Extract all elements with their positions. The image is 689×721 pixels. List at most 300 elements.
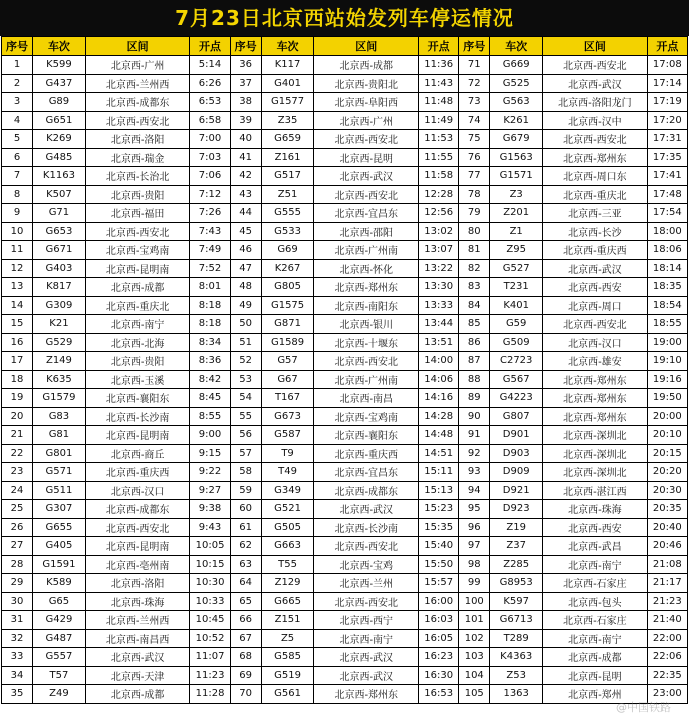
cell-train: K21	[33, 315, 86, 334]
cell-time: 11:28	[190, 685, 230, 704]
table-row	[2, 241, 688, 260]
cell-route: 北京西-西安北	[543, 130, 648, 149]
cell-train: G69	[261, 241, 314, 260]
cell-train: Z51	[261, 185, 314, 204]
cell-time: 14:51	[419, 444, 459, 463]
cell-route: 北京西-郑州	[543, 685, 648, 704]
cell-train: G653	[33, 222, 86, 241]
cell-route: 北京西-雄安	[543, 352, 648, 371]
cell-train: Z151	[261, 611, 314, 630]
cell-no: 26	[2, 518, 33, 537]
cell-time: 8:36	[190, 352, 230, 371]
column-header-route: 区间	[85, 37, 190, 56]
cell-no: 8	[2, 185, 33, 204]
cell-train: T49	[261, 463, 314, 482]
cell-time: 18:06	[647, 241, 687, 260]
cell-train: K589	[33, 574, 86, 593]
cell-route: 北京西-西安北	[85, 111, 190, 130]
cell-train: Z53	[490, 666, 543, 685]
cell-route: 北京西-南宁	[543, 555, 648, 574]
cell-train: G669	[490, 56, 543, 75]
cell-time: 6:53	[190, 93, 230, 112]
cell-time: 12:56	[419, 204, 459, 223]
cell-train: G567	[490, 370, 543, 389]
column-header-time: 开点	[419, 37, 459, 56]
cell-train: G307	[33, 500, 86, 519]
cell-no: 42	[230, 167, 261, 186]
cell-time: 11:43	[419, 74, 459, 93]
table-row	[2, 148, 688, 167]
cell-train: G83	[33, 407, 86, 426]
cell-no: 54	[230, 389, 261, 408]
cell-time: 22:00	[647, 629, 687, 648]
cell-no: 95	[459, 500, 490, 519]
cell-no: 74	[459, 111, 490, 130]
cell-train: K599	[33, 56, 86, 75]
cell-time: 20:10	[647, 426, 687, 445]
cell-route: 北京西-广州	[85, 56, 190, 75]
cell-route: 北京西-洛阳龙门	[543, 93, 648, 112]
cell-no: 29	[2, 574, 33, 593]
cell-route: 北京西-珠海	[543, 500, 648, 519]
cell-train: G571	[33, 463, 86, 482]
cell-no: 14	[2, 296, 33, 315]
table-row	[2, 648, 688, 667]
cell-train: D923	[490, 500, 543, 519]
cell-train: K4363	[490, 648, 543, 667]
cell-train: G309	[33, 296, 86, 315]
cell-train: G807	[490, 407, 543, 426]
cell-route: 北京西-重庆西	[314, 444, 419, 463]
cell-train: T167	[261, 389, 314, 408]
cell-time: 11:23	[190, 666, 230, 685]
cell-route: 北京西-贵阳北	[314, 74, 419, 93]
table-row	[2, 352, 688, 371]
cell-route: 北京西-成都	[543, 648, 648, 667]
column-header-route: 区间	[314, 37, 419, 56]
cell-time: 22:06	[647, 648, 687, 667]
cell-time: 16:00	[419, 592, 459, 611]
cell-time: 10:45	[190, 611, 230, 630]
schedule-table	[1, 36, 688, 704]
cell-time: 21:08	[647, 555, 687, 574]
cell-train: K635	[33, 370, 86, 389]
cell-train: T55	[261, 555, 314, 574]
cell-time: 7:12	[190, 185, 230, 204]
cell-train: G871	[261, 315, 314, 334]
cell-train: G8953	[490, 574, 543, 593]
cell-route: 北京西-西安北	[85, 518, 190, 537]
table-row	[2, 56, 688, 75]
cell-no: 52	[230, 352, 261, 371]
cell-train: D921	[490, 481, 543, 500]
cell-route: 北京西-兰州西	[85, 74, 190, 93]
cell-no: 50	[230, 315, 261, 334]
cell-route: 北京西-重庆西	[543, 241, 648, 260]
cell-route: 北京西-武汉	[543, 74, 648, 93]
cell-no: 60	[230, 500, 261, 519]
cell-train: T9	[261, 444, 314, 463]
cell-no: 71	[459, 56, 490, 75]
cell-time: 20:46	[647, 537, 687, 556]
cell-route: 北京西-武汉	[85, 648, 190, 667]
cell-route: 北京西-西安北	[543, 56, 648, 75]
cell-time: 15:11	[419, 463, 459, 482]
cell-train: G1577	[261, 93, 314, 112]
cell-time: 17:20	[647, 111, 687, 130]
cell-time: 17:48	[647, 185, 687, 204]
cell-route: 北京西-郑州东	[543, 407, 648, 426]
cell-train: D903	[490, 444, 543, 463]
cell-no: 40	[230, 130, 261, 149]
cell-route: 北京西-西安北	[85, 222, 190, 241]
cell-no: 86	[459, 333, 490, 352]
table-row	[2, 666, 688, 685]
cell-no: 45	[230, 222, 261, 241]
cell-route: 北京西-广州南	[314, 241, 419, 260]
cell-train: G659	[261, 130, 314, 149]
cell-route: 北京西-石家庄	[543, 574, 648, 593]
cell-no: 105	[459, 685, 490, 704]
cell-train: G437	[33, 74, 86, 93]
cell-route: 北京西-兰州	[314, 574, 419, 593]
cell-train: G517	[261, 167, 314, 186]
table-row	[2, 333, 688, 352]
table-row	[2, 685, 688, 704]
cell-no: 28	[2, 555, 33, 574]
cell-route: 北京西-长沙	[543, 222, 648, 241]
cell-time: 10:05	[190, 537, 230, 556]
cell-no: 75	[459, 130, 490, 149]
cell-time: 13:22	[419, 259, 459, 278]
cell-no: 9	[2, 204, 33, 223]
cell-no: 66	[230, 611, 261, 630]
cell-route: 北京西-周口	[543, 296, 648, 315]
cell-no: 97	[459, 537, 490, 556]
cell-train: G485	[33, 148, 86, 167]
table-row	[2, 111, 688, 130]
cell-time: 16:03	[419, 611, 459, 630]
cell-time: 10:52	[190, 629, 230, 648]
cell-route: 北京西-深圳北	[543, 426, 648, 445]
cell-time: 14:16	[419, 389, 459, 408]
cell-time: 11:07	[190, 648, 230, 667]
cell-no: 3	[2, 93, 33, 112]
cell-route: 北京西-昆明南	[85, 426, 190, 445]
cell-no: 18	[2, 370, 33, 389]
table-row	[2, 296, 688, 315]
cell-time: 7:49	[190, 241, 230, 260]
cell-route: 北京西-三亚	[543, 204, 648, 223]
cell-route: 北京西-成都东	[85, 93, 190, 112]
cell-route: 北京西-武汉	[314, 167, 419, 186]
cell-time: 16:53	[419, 685, 459, 704]
cell-train: G65	[33, 592, 86, 611]
cell-no: 96	[459, 518, 490, 537]
table-row	[2, 222, 688, 241]
cell-route: 北京西-南宁	[543, 629, 648, 648]
cell-route: 北京西-广州	[314, 111, 419, 130]
cell-time: 14:00	[419, 352, 459, 371]
cell-route: 北京西-南昌	[314, 389, 419, 408]
cell-no: 94	[459, 481, 490, 500]
cell-time: 10:33	[190, 592, 230, 611]
cell-time: 15:23	[419, 500, 459, 519]
cell-time: 15:35	[419, 518, 459, 537]
cell-no: 70	[230, 685, 261, 704]
cell-train: G89	[33, 93, 86, 112]
cell-no: 73	[459, 93, 490, 112]
cell-no: 7	[2, 167, 33, 186]
cell-train: D909	[490, 463, 543, 482]
cell-train: G405	[33, 537, 86, 556]
cell-time: 13:02	[419, 222, 459, 241]
table-row	[2, 315, 688, 334]
cell-route: 北京西-武汉	[314, 648, 419, 667]
cell-no: 78	[459, 185, 490, 204]
cell-time: 19:16	[647, 370, 687, 389]
cell-train: Z1	[490, 222, 543, 241]
column-header-no: 序号	[2, 37, 33, 56]
cell-route: 北京西-长沙南	[314, 518, 419, 537]
cell-train: T289	[490, 629, 543, 648]
cell-route: 北京西-重庆北	[543, 185, 648, 204]
cell-no: 80	[459, 222, 490, 241]
cell-train: G71	[33, 204, 86, 223]
cell-no: 25	[2, 500, 33, 519]
cell-no: 36	[230, 56, 261, 75]
cell-route: 北京西-北海	[85, 333, 190, 352]
cell-time: 22:35	[647, 666, 687, 685]
cell-time: 17:41	[647, 167, 687, 186]
cell-no: 65	[230, 592, 261, 611]
cell-no: 58	[230, 463, 261, 482]
cell-train: G67	[261, 370, 314, 389]
cell-route: 北京西-宝鸡南	[314, 407, 419, 426]
cell-time: 6:26	[190, 74, 230, 93]
cell-no: 4	[2, 111, 33, 130]
cell-no: 92	[459, 444, 490, 463]
cell-no: 51	[230, 333, 261, 352]
table-row	[2, 204, 688, 223]
cell-time: 21:23	[647, 592, 687, 611]
cell-train: G1579	[33, 389, 86, 408]
cell-route: 北京西-郑州东	[314, 278, 419, 297]
cell-train: G805	[261, 278, 314, 297]
cell-time: 11:48	[419, 93, 459, 112]
column-header-train: 车次	[33, 37, 86, 56]
cell-time: 16:23	[419, 648, 459, 667]
cell-no: 88	[459, 370, 490, 389]
cell-time: 8:01	[190, 278, 230, 297]
cell-route: 北京西-天津	[85, 666, 190, 685]
cell-train: G1571	[490, 167, 543, 186]
cell-train: G587	[261, 426, 314, 445]
cell-train: K817	[33, 278, 86, 297]
cell-route: 北京西-兰州西	[85, 611, 190, 630]
cell-route: 北京西-深圳北	[543, 463, 648, 482]
cell-route: 北京西-成都东	[314, 481, 419, 500]
cell-route: 北京西-南宁	[85, 315, 190, 334]
cell-no: 23	[2, 463, 33, 482]
cell-time: 18:54	[647, 296, 687, 315]
cell-route: 北京西-西安北	[314, 537, 419, 556]
cell-time: 11:55	[419, 148, 459, 167]
cell-route: 北京西-玉溪	[85, 370, 190, 389]
cell-no: 99	[459, 574, 490, 593]
cell-train: K401	[490, 296, 543, 315]
table-row	[2, 537, 688, 556]
cell-train: T231	[490, 278, 543, 297]
column-header-time: 开点	[190, 37, 230, 56]
cell-train: Z37	[490, 537, 543, 556]
cell-train: G1575	[261, 296, 314, 315]
cell-no: 69	[230, 666, 261, 685]
table-row	[2, 370, 688, 389]
table-row	[2, 185, 688, 204]
cell-no: 17	[2, 352, 33, 371]
cell-route: 北京西-西安北	[314, 185, 419, 204]
cell-time: 17:31	[647, 130, 687, 149]
table-row	[2, 629, 688, 648]
cell-route: 北京西-襄阳东	[85, 389, 190, 408]
cell-train: Z201	[490, 204, 543, 223]
cell-train: Z149	[33, 352, 86, 371]
cell-route: 北京西-亳州南	[85, 555, 190, 574]
cell-route: 北京西-珠海	[85, 592, 190, 611]
cell-no: 11	[2, 241, 33, 260]
cell-route: 北京西-郑州东	[543, 370, 648, 389]
cell-no: 22	[2, 444, 33, 463]
cell-route: 北京西-西安北	[314, 130, 419, 149]
cell-no: 49	[230, 296, 261, 315]
cell-route: 北京西-武汉	[314, 500, 419, 519]
cell-time: 18:14	[647, 259, 687, 278]
cell-no: 6	[2, 148, 33, 167]
cell-train: G585	[261, 648, 314, 667]
cell-route: 北京西-成都	[85, 685, 190, 704]
cell-no: 103	[459, 648, 490, 667]
cell-time: 16:05	[419, 629, 459, 648]
cell-time: 8:45	[190, 389, 230, 408]
cell-route: 北京西-西安北	[314, 592, 419, 611]
table-row	[2, 444, 688, 463]
watermark: @中国铁路	[616, 701, 671, 714]
cell-route: 北京西-周口东	[543, 167, 648, 186]
cell-no: 90	[459, 407, 490, 426]
cell-route: 北京西-长沙南	[85, 407, 190, 426]
cell-no: 44	[230, 204, 261, 223]
cell-no: 35	[2, 685, 33, 704]
cell-route: 北京西-郑州东	[543, 389, 648, 408]
cell-route: 北京西-西安北	[543, 315, 648, 334]
cell-train: 1363	[490, 685, 543, 704]
cell-train: G81	[33, 426, 86, 445]
cell-time: 19:00	[647, 333, 687, 352]
cell-route: 北京西-广州南	[314, 370, 419, 389]
cell-train: K267	[261, 259, 314, 278]
cell-no: 104	[459, 666, 490, 685]
schedule-body	[2, 56, 688, 704]
cell-route: 北京西-郑州东	[543, 148, 648, 167]
cell-no: 16	[2, 333, 33, 352]
cell-train: Z35	[261, 111, 314, 130]
cell-train: K261	[490, 111, 543, 130]
cell-train: G673	[261, 407, 314, 426]
cell-time: 9:22	[190, 463, 230, 482]
table-row	[2, 463, 688, 482]
cell-time: 7:26	[190, 204, 230, 223]
table-row	[2, 278, 688, 297]
cell-train: G527	[490, 259, 543, 278]
cell-train: D901	[490, 426, 543, 445]
cell-route: 北京西-十堰东	[314, 333, 419, 352]
cell-train: G561	[261, 685, 314, 704]
cell-train: G665	[261, 592, 314, 611]
cell-route: 北京西-长治北	[85, 167, 190, 186]
cell-route: 北京西-汉口	[85, 481, 190, 500]
cell-no: 89	[459, 389, 490, 408]
column-header-no: 序号	[230, 37, 261, 56]
cell-no: 84	[459, 296, 490, 315]
cell-time: 18:55	[647, 315, 687, 334]
cell-no: 1	[2, 56, 33, 75]
cell-route: 北京西-西安北	[314, 352, 419, 371]
cell-train: G6713	[490, 611, 543, 630]
cell-no: 47	[230, 259, 261, 278]
cell-no: 76	[459, 148, 490, 167]
cell-route: 北京西-昆明南	[85, 259, 190, 278]
cell-route: 北京西-昆明南	[85, 537, 190, 556]
cell-no: 32	[2, 629, 33, 648]
cell-train: G521	[261, 500, 314, 519]
table-row	[2, 130, 688, 149]
cell-train: G505	[261, 518, 314, 537]
cell-time: 7:06	[190, 167, 230, 186]
cell-no: 55	[230, 407, 261, 426]
cell-train: Z95	[490, 241, 543, 260]
cell-time: 17:35	[647, 148, 687, 167]
cell-no: 27	[2, 537, 33, 556]
cell-no: 61	[230, 518, 261, 537]
cell-time: 20:15	[647, 444, 687, 463]
cell-time: 9:43	[190, 518, 230, 537]
cell-route: 北京西-武汉	[314, 666, 419, 685]
table-row	[2, 426, 688, 445]
cell-no: 98	[459, 555, 490, 574]
cell-train: G563	[490, 93, 543, 112]
cell-time: 16:30	[419, 666, 459, 685]
cell-no: 100	[459, 592, 490, 611]
cell-train: G557	[33, 648, 86, 667]
cell-time: 9:27	[190, 481, 230, 500]
cell-no: 67	[230, 629, 261, 648]
cell-train: G529	[33, 333, 86, 352]
cell-train: G349	[261, 481, 314, 500]
cell-no: 85	[459, 315, 490, 334]
cell-train: K1163	[33, 167, 86, 186]
cell-route: 北京西-包头	[543, 592, 648, 611]
cell-time: 7:43	[190, 222, 230, 241]
cell-no: 41	[230, 148, 261, 167]
cell-no: 31	[2, 611, 33, 630]
cell-time: 20:20	[647, 463, 687, 482]
cell-no: 64	[230, 574, 261, 593]
cell-time: 11:58	[419, 167, 459, 186]
column-header-no: 序号	[459, 37, 490, 56]
cell-train: C2723	[490, 352, 543, 371]
cell-time: 11:49	[419, 111, 459, 130]
